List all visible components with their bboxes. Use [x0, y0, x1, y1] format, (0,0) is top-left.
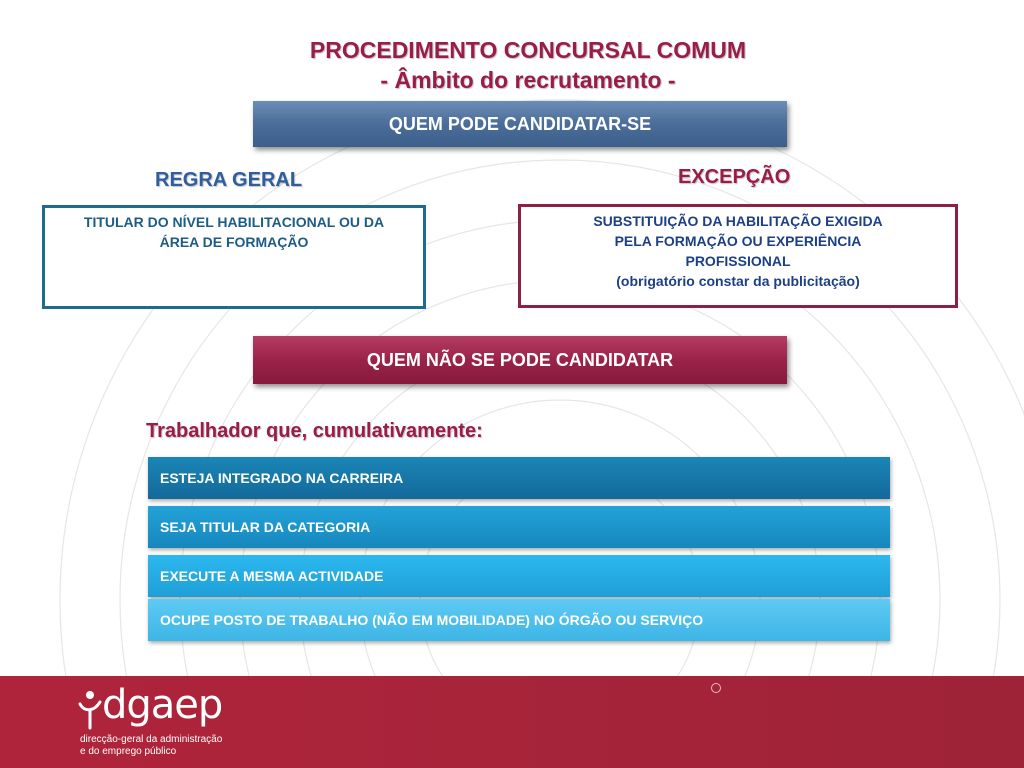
- exception-note: (obrigatório constar da publicitação): [616, 273, 860, 289]
- condition-bar: ESTEJA INTEGRADO NA CARREIRA: [148, 457, 890, 499]
- conditions-lead: Trabalhador que, cumulativamente:: [146, 420, 483, 442]
- page-title: PROCEDIMENTO CONCURSAL COMUM: [309, 37, 747, 63]
- logo-wordmark: dgaep: [102, 682, 223, 728]
- general-rule-heading: REGRA GERAL: [155, 169, 303, 191]
- exception-box: [518, 204, 958, 308]
- general-rule-line1: TITULAR DO NÍVEL HABILITACIONAL OU DA: [83, 214, 385, 230]
- exception-line2: PELA FORMAÇÃO OU EXPERIÊNCIA: [614, 233, 862, 249]
- exception-line1: SUBSTITUIÇÃO DA HABILITAÇÃO EXIGIDA: [593, 213, 883, 229]
- logo-subtitle-line1: direcção-geral da administração: [80, 734, 223, 745]
- condition-bar: OCUPE POSTO DE TRABALHO (NÃO EM MOBILIDADE) NO ÓRGÃO OU SERVIÇO: [148, 599, 890, 641]
- logo-subtitle: [80, 734, 280, 758]
- page-subtitle: - Âmbito do recrutamento -: [380, 67, 676, 93]
- general-rule-box: [42, 205, 426, 309]
- who-cannot-apply-banner: QUEM NÃO SE PODE CANDIDATAR: [253, 336, 787, 384]
- condition-bar: SEJA TITULAR DA CATEGORIA: [148, 506, 890, 548]
- who-can-apply-banner: QUEM PODE CANDIDATAR-SE: [253, 101, 787, 147]
- logo-subtitle-line2: e do emprego público: [80, 746, 177, 757]
- exception-line3: PROFISSIONAL: [685, 253, 791, 269]
- footer-dot: [711, 683, 721, 693]
- exception-heading: EXCEPÇÃO: [678, 166, 791, 188]
- condition-bar: EXECUTE A MESMA ACTIVIDADE: [148, 555, 890, 597]
- general-rule-line2: ÁREA DE FORMAÇÃO: [159, 234, 309, 250]
